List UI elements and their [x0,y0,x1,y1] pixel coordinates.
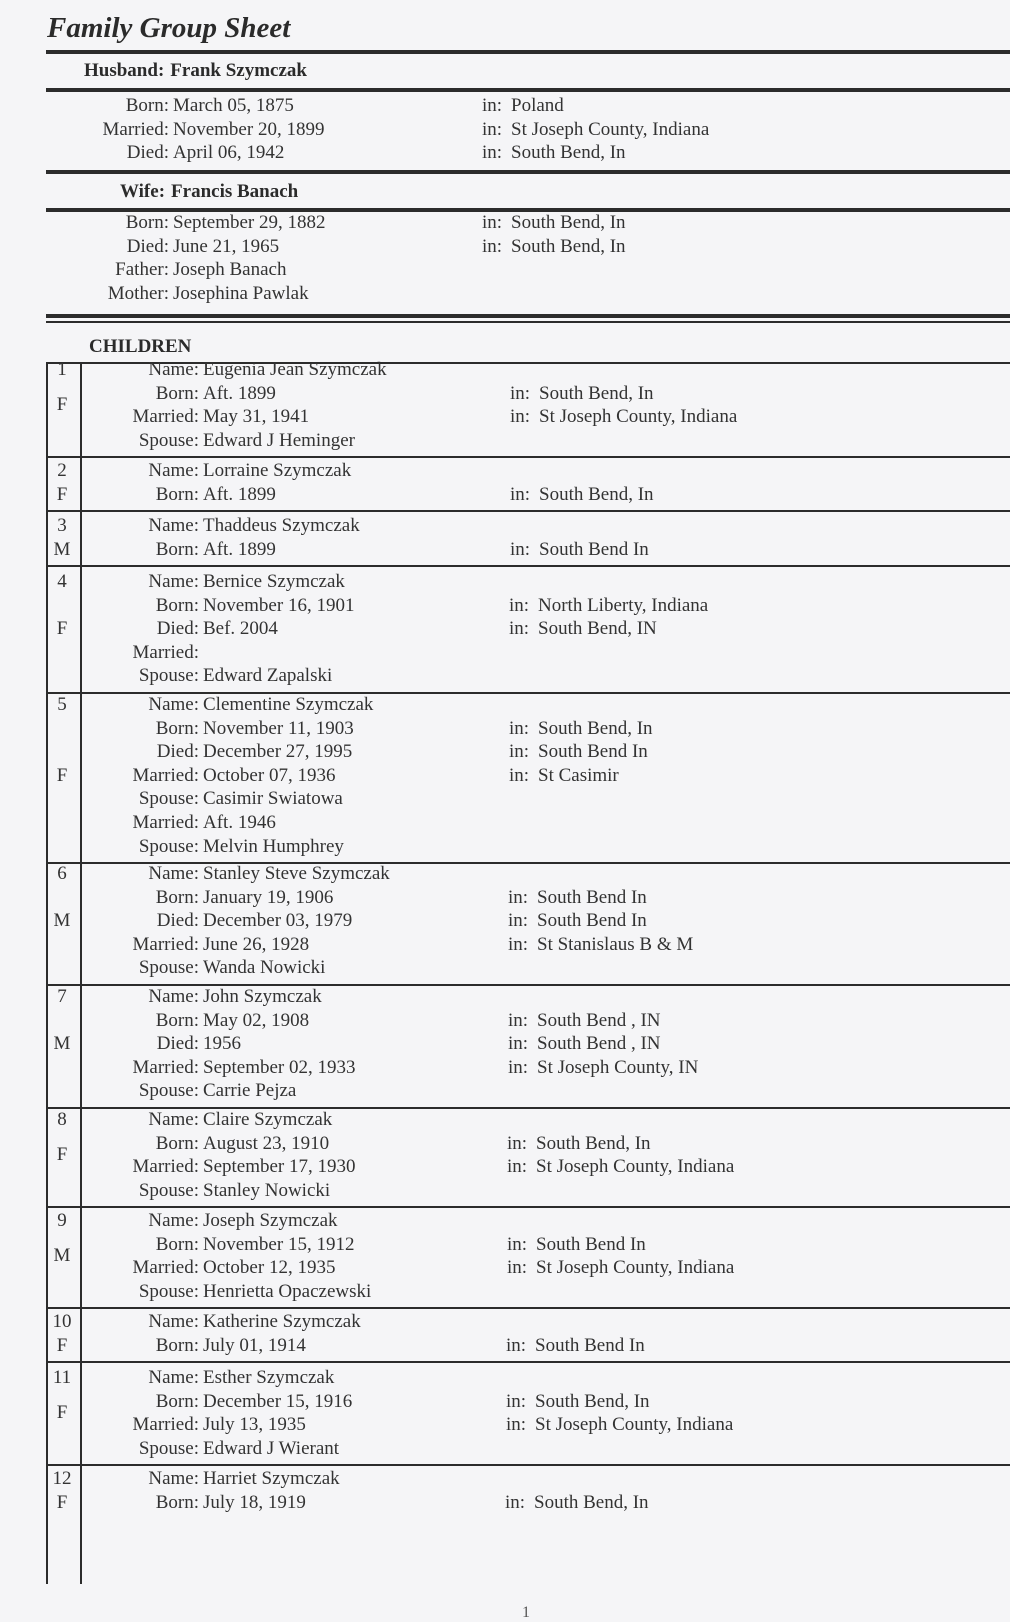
in-label: in: [508,933,529,955]
fact-label: Name: [148,1311,199,1332]
child-fact-row [0,1108,1010,1132]
child-number: 3 [57,515,67,536]
fact-value: July 18, 1919 [203,1491,306,1513]
child-fact-row [0,1413,1010,1437]
child-number: 8 [57,1109,67,1130]
in-label: in: [510,382,531,404]
child-fact-row [0,570,1010,594]
fact-place: South Bend, In [539,382,654,404]
child-separator [46,456,1010,458]
fact-label: Born: [155,1491,199,1513]
fact-value: August 23, 1910 [203,1132,330,1154]
child-fact-row [0,956,1010,980]
fact-label: Born: [155,1334,199,1356]
fact-label: Married: [132,641,199,663]
fact-label: Born: [155,483,199,505]
wife-event-row [0,282,1010,306]
husband-event-row [0,118,1010,142]
rule-children-top [46,314,1010,318]
fact-label: Died: [156,741,199,763]
child-fact-row [0,1079,1010,1103]
in-label: in: [510,483,531,505]
in-label: in: [506,1414,527,1436]
fact-place: North Liberty, Indiana [538,594,709,616]
fact-place: South Bend, In [536,1132,651,1154]
fact-value: Claire Szymczak [203,1109,333,1130]
child-fact-row [0,717,1010,741]
fact-place: South Bend In [536,1233,646,1255]
fact-value: Edward J Wierant [203,1437,340,1459]
fact-label: Born: [155,594,199,616]
wife-event-row [0,258,1010,282]
child-sex: M [53,1033,71,1054]
fact-place: St Joseph County, Indiana [535,1414,734,1436]
fact-place: South Bend , IN [537,1033,661,1055]
child-separator [46,1206,1010,1208]
child-fact-row [0,1056,1010,1080]
husband-event-row [0,141,1010,165]
fact-label: Name: [148,1210,199,1231]
child-fact-row [0,405,1010,429]
in-label: in: [508,1056,529,1078]
child-sex: F [56,1491,68,1513]
fact-label: Born: [155,1233,199,1255]
child-sex: F [56,483,68,505]
fact-value: Katherine Szymczak [203,1311,361,1332]
in-label: in: [482,212,503,233]
fact-label: Born: [125,95,169,116]
child-fact-row [0,1256,1010,1280]
fact-label: Married: [132,764,199,786]
fact-value: Esther Szymczak [203,1367,335,1388]
rule-children-sub [46,321,1010,323]
fact-value: December 15, 1916 [203,1390,353,1412]
husband-heading [84,60,307,82]
fact-label: Died: [156,1033,199,1055]
fact-value: May 02, 1908 [203,1009,310,1031]
fact-value: Bef. 2004 [203,618,278,640]
fact-value: Lorraine Szymczak [203,460,352,481]
fact-value: November 11, 1903 [203,717,354,739]
fact-value: December 27, 1995 [203,741,353,763]
in-label: in: [482,95,503,116]
fact-place: South Bend, In [511,142,626,164]
fact-label: Married: [132,1414,199,1436]
fact-value: November 20, 1899 [173,118,325,140]
fact-label: Died: [156,618,199,640]
child-fact-row [0,1209,1010,1233]
in-label: in: [508,1009,529,1031]
fact-value: September 17, 1930 [203,1156,356,1178]
child-number: 1 [57,359,67,380]
child-number: 10 [52,1311,72,1332]
in-label: in: [509,618,530,640]
child-fact-row [0,787,1010,811]
fact-label: Spouse: [138,1280,199,1302]
fact-label: Born: [155,1009,199,1031]
fact-label: Married: [132,812,199,833]
page-number: 1 [522,1604,530,1621]
wife-label: Wife: [120,181,166,202]
in-label: in: [509,741,530,763]
fact-value: John Szymczak [203,986,322,1007]
fact-value: July 01, 1914 [203,1334,306,1356]
child-number: 7 [57,986,67,1007]
fact-value: Stanley Nowicki [203,1179,331,1201]
fact-label: Spouse: [138,835,199,857]
fact-label: Spouse: [138,1179,199,1201]
fact-label: Spouse: [138,665,199,687]
child-fact-row [0,1467,1010,1491]
fact-label: Spouse: [138,1437,199,1459]
fact-place: South Bend In [537,886,647,908]
fact-value: Aft. 1899 [203,538,276,560]
fact-label: Spouse: [138,788,199,810]
in-label: in: [509,764,530,786]
fact-value: Clementine Szymczak [203,694,374,715]
in-label: in: [482,142,503,164]
in-label: in: [510,406,531,428]
fact-label: Born: [125,212,169,233]
fact-label: Died: [126,142,169,164]
fact-place: South Bend, In [539,483,654,505]
fact-place: South Bend , IN [537,1009,661,1031]
fact-value: September 02, 1933 [203,1056,356,1078]
rule-husband [46,88,1010,92]
fact-place: South Bend, In [534,1491,649,1513]
fact-value: Bernice Szymczak [203,571,345,592]
in-label: in: [507,1156,528,1178]
fact-value: September 29, 1882 [173,212,326,233]
fact-value: June 26, 1928 [203,933,310,955]
child-fact-row [0,1310,1010,1334]
child-sex: F [56,765,68,786]
fact-label: Married: [132,1257,199,1279]
child-number: 2 [57,460,67,481]
child-separator [46,510,1010,512]
fact-place: Poland [511,95,564,116]
in-label: in: [509,717,530,739]
in-label: in: [505,1491,526,1513]
fact-label: Married: [132,933,199,955]
fact-label: Born: [155,382,199,404]
fact-value: Joseph Banach [173,259,287,281]
child-fact-row [0,1280,1010,1304]
in-label: in: [507,1132,528,1154]
child-sex: F [56,1144,68,1165]
child-fact-row [0,594,1010,618]
fact-value: Eugenia Jean Szymczak [203,359,387,380]
fact-label: Spouse: [138,1080,199,1102]
in-label: in: [507,1257,528,1279]
husband-label: Husband: [84,60,165,81]
fact-label: Born: [155,1132,199,1154]
fact-place: South Bend, In [511,235,626,257]
fact-value: November 16, 1901 [203,594,355,616]
in-label: in: [510,538,531,560]
fact-value: April 06, 1942 [173,142,285,164]
page-title: Family Group Sheet [47,12,291,44]
child-number: 6 [57,863,67,884]
husband-event-row [0,94,1010,118]
fact-place: St Casimir [538,764,619,786]
fact-label: Mother: [107,282,169,304]
child-fact-row [0,382,1010,406]
fact-label: Born: [155,717,199,739]
fact-label: Died: [156,910,199,932]
child-fact-row [0,1390,1010,1414]
in-label: in: [506,1334,527,1356]
child-number: 4 [57,571,67,592]
child-fact-row [0,862,1010,886]
fact-value: Stanley Steve Szymczak [203,863,390,884]
child-fact-row [0,641,1010,665]
child-fact-row [0,538,1010,562]
fact-value: Edward Zapalski [203,665,333,687]
child-sex: M [53,910,71,931]
fact-value: March 05, 1875 [173,95,294,116]
fact-place: South Bend In [538,741,648,763]
in-label: in: [506,1390,527,1412]
fact-value: June 21, 1965 [173,235,280,257]
child-fact-row [0,811,1010,835]
child-number: 9 [57,1210,67,1231]
child-sex: M [53,1245,71,1266]
wife-name: Francis Banach [171,181,299,202]
child-sex: F [56,394,68,415]
fact-label: Born: [155,886,199,908]
fact-label: Name: [148,460,199,481]
child-fact-row [0,740,1010,764]
child-number: 12 [52,1468,72,1489]
wife-event-row [0,211,1010,235]
fact-place: St Joseph County, IN [537,1056,699,1078]
child-fact-row [0,1155,1010,1179]
fact-value: Harriet Szymczak [203,1468,340,1489]
fact-value: Henrietta Opaczewski [203,1280,372,1302]
fact-value: October 12, 1935 [203,1257,336,1279]
fact-place: South Bend In [537,910,647,932]
fact-label: Name: [148,515,199,536]
fact-value: January 19, 1906 [203,886,334,908]
fact-value: November 15, 1912 [203,1233,355,1255]
fact-label: Born: [155,538,199,560]
fact-label: Name: [148,1109,199,1130]
fact-place: South Bend In [539,538,649,560]
child-fact-row [0,909,1010,933]
fact-value: Josephina Pawlak [173,282,309,304]
fact-label: Name: [148,863,199,884]
fact-value: Thaddeus Szymczak [203,515,360,536]
fact-place: St Joseph County, Indiana [536,1257,735,1279]
child-fact-row [0,985,1010,1009]
child-sex: F [56,1334,68,1356]
child-fact-row [0,459,1010,483]
in-label: in: [507,1233,528,1255]
in-label: in: [482,118,503,140]
fact-value: Joseph Szymczak [203,1210,338,1231]
fact-place: South Bend, In [511,212,626,233]
child-sex: F [56,1402,68,1423]
fact-label: Father: [115,259,169,281]
child-fact-row [0,1032,1010,1056]
fact-value: Carrie Pejza [203,1080,297,1102]
fact-label: Name: [148,1367,199,1388]
fact-label: Married: [132,406,199,428]
fact-place: St Joseph County, Indiana [539,406,738,428]
child-fact-row [0,693,1010,717]
child-fact-row [0,1233,1010,1257]
fact-place: South Bend, In [538,717,653,739]
fact-value: July 13, 1935 [203,1414,306,1436]
child-fact-row [0,1491,1010,1515]
fact-label: Name: [148,1468,199,1489]
child-fact-row [0,429,1010,453]
fact-label: Married: [102,118,169,140]
fact-place: St Joseph County, Indiana [511,118,710,140]
fact-value: Aft. 1899 [203,382,276,404]
fact-value: Aft. 1946 [203,812,276,833]
child-fact-row [0,358,1010,382]
child-number: 5 [57,694,67,715]
children-heading: CHILDREN [89,336,192,357]
fact-place: South Bend, IN [538,618,657,640]
fact-value: October 07, 1936 [203,764,336,786]
rule-wife-top [46,170,1010,174]
child-fact-row [0,1334,1010,1358]
child-fact-row [0,1009,1010,1033]
wife-event-row [0,235,1010,259]
fact-label: Spouse: [138,957,199,979]
fact-place: South Bend, In [535,1390,650,1412]
rule-top [46,50,1010,54]
fact-place: South Bend In [535,1334,645,1356]
child-fact-row [0,1366,1010,1390]
fact-value: December 03, 1979 [203,910,353,932]
fact-value: 1956 [203,1033,241,1055]
child-separator [46,1361,1010,1363]
child-separator [46,1307,1010,1309]
child-fact-row [0,514,1010,538]
fact-value: Aft. 1899 [203,483,276,505]
fact-value: Wanda Nowicki [203,957,326,979]
child-fact-row [0,483,1010,507]
in-label: in: [482,235,503,257]
child-separator [46,1464,1010,1466]
child-fact-row [0,1132,1010,1156]
child-sex: M [53,538,71,560]
child-fact-row [0,764,1010,788]
fact-place: St Stanislaus B & M [537,933,694,955]
fact-label: Married: [132,1156,199,1178]
fact-label: Spouse: [138,429,199,451]
in-label: in: [508,1033,529,1055]
child-fact-row [0,617,1010,641]
fact-label: Died: [126,235,169,257]
fact-place: St Joseph County, Indiana [536,1156,735,1178]
child-fact-row [0,664,1010,688]
in-label: in: [509,594,530,616]
fact-label: Name: [148,359,199,380]
in-label: in: [508,886,529,908]
fact-label: Born: [155,1390,199,1412]
fact-value: Melvin Humphrey [203,835,344,857]
in-label: in: [508,910,529,932]
fact-label: Married: [132,1056,199,1078]
child-fact-row [0,1437,1010,1461]
fact-value: May 31, 1941 [203,406,310,428]
child-fact-row [0,933,1010,957]
child-fact-row [0,835,1010,859]
fact-value: Edward J Heminger [203,429,355,451]
child-separator [46,565,1010,567]
fact-label: Name: [148,986,199,1007]
child-number: 11 [52,1367,72,1388]
child-fact-row [0,1179,1010,1203]
child-sex: F [56,618,68,639]
child-fact-row [0,886,1010,910]
fact-value: Casimir Swiatowa [203,788,343,810]
fact-label: Name: [148,694,199,715]
fact-label: Name: [148,571,199,592]
husband-name: Frank Szymczak [170,60,307,81]
wife-heading [120,181,298,203]
